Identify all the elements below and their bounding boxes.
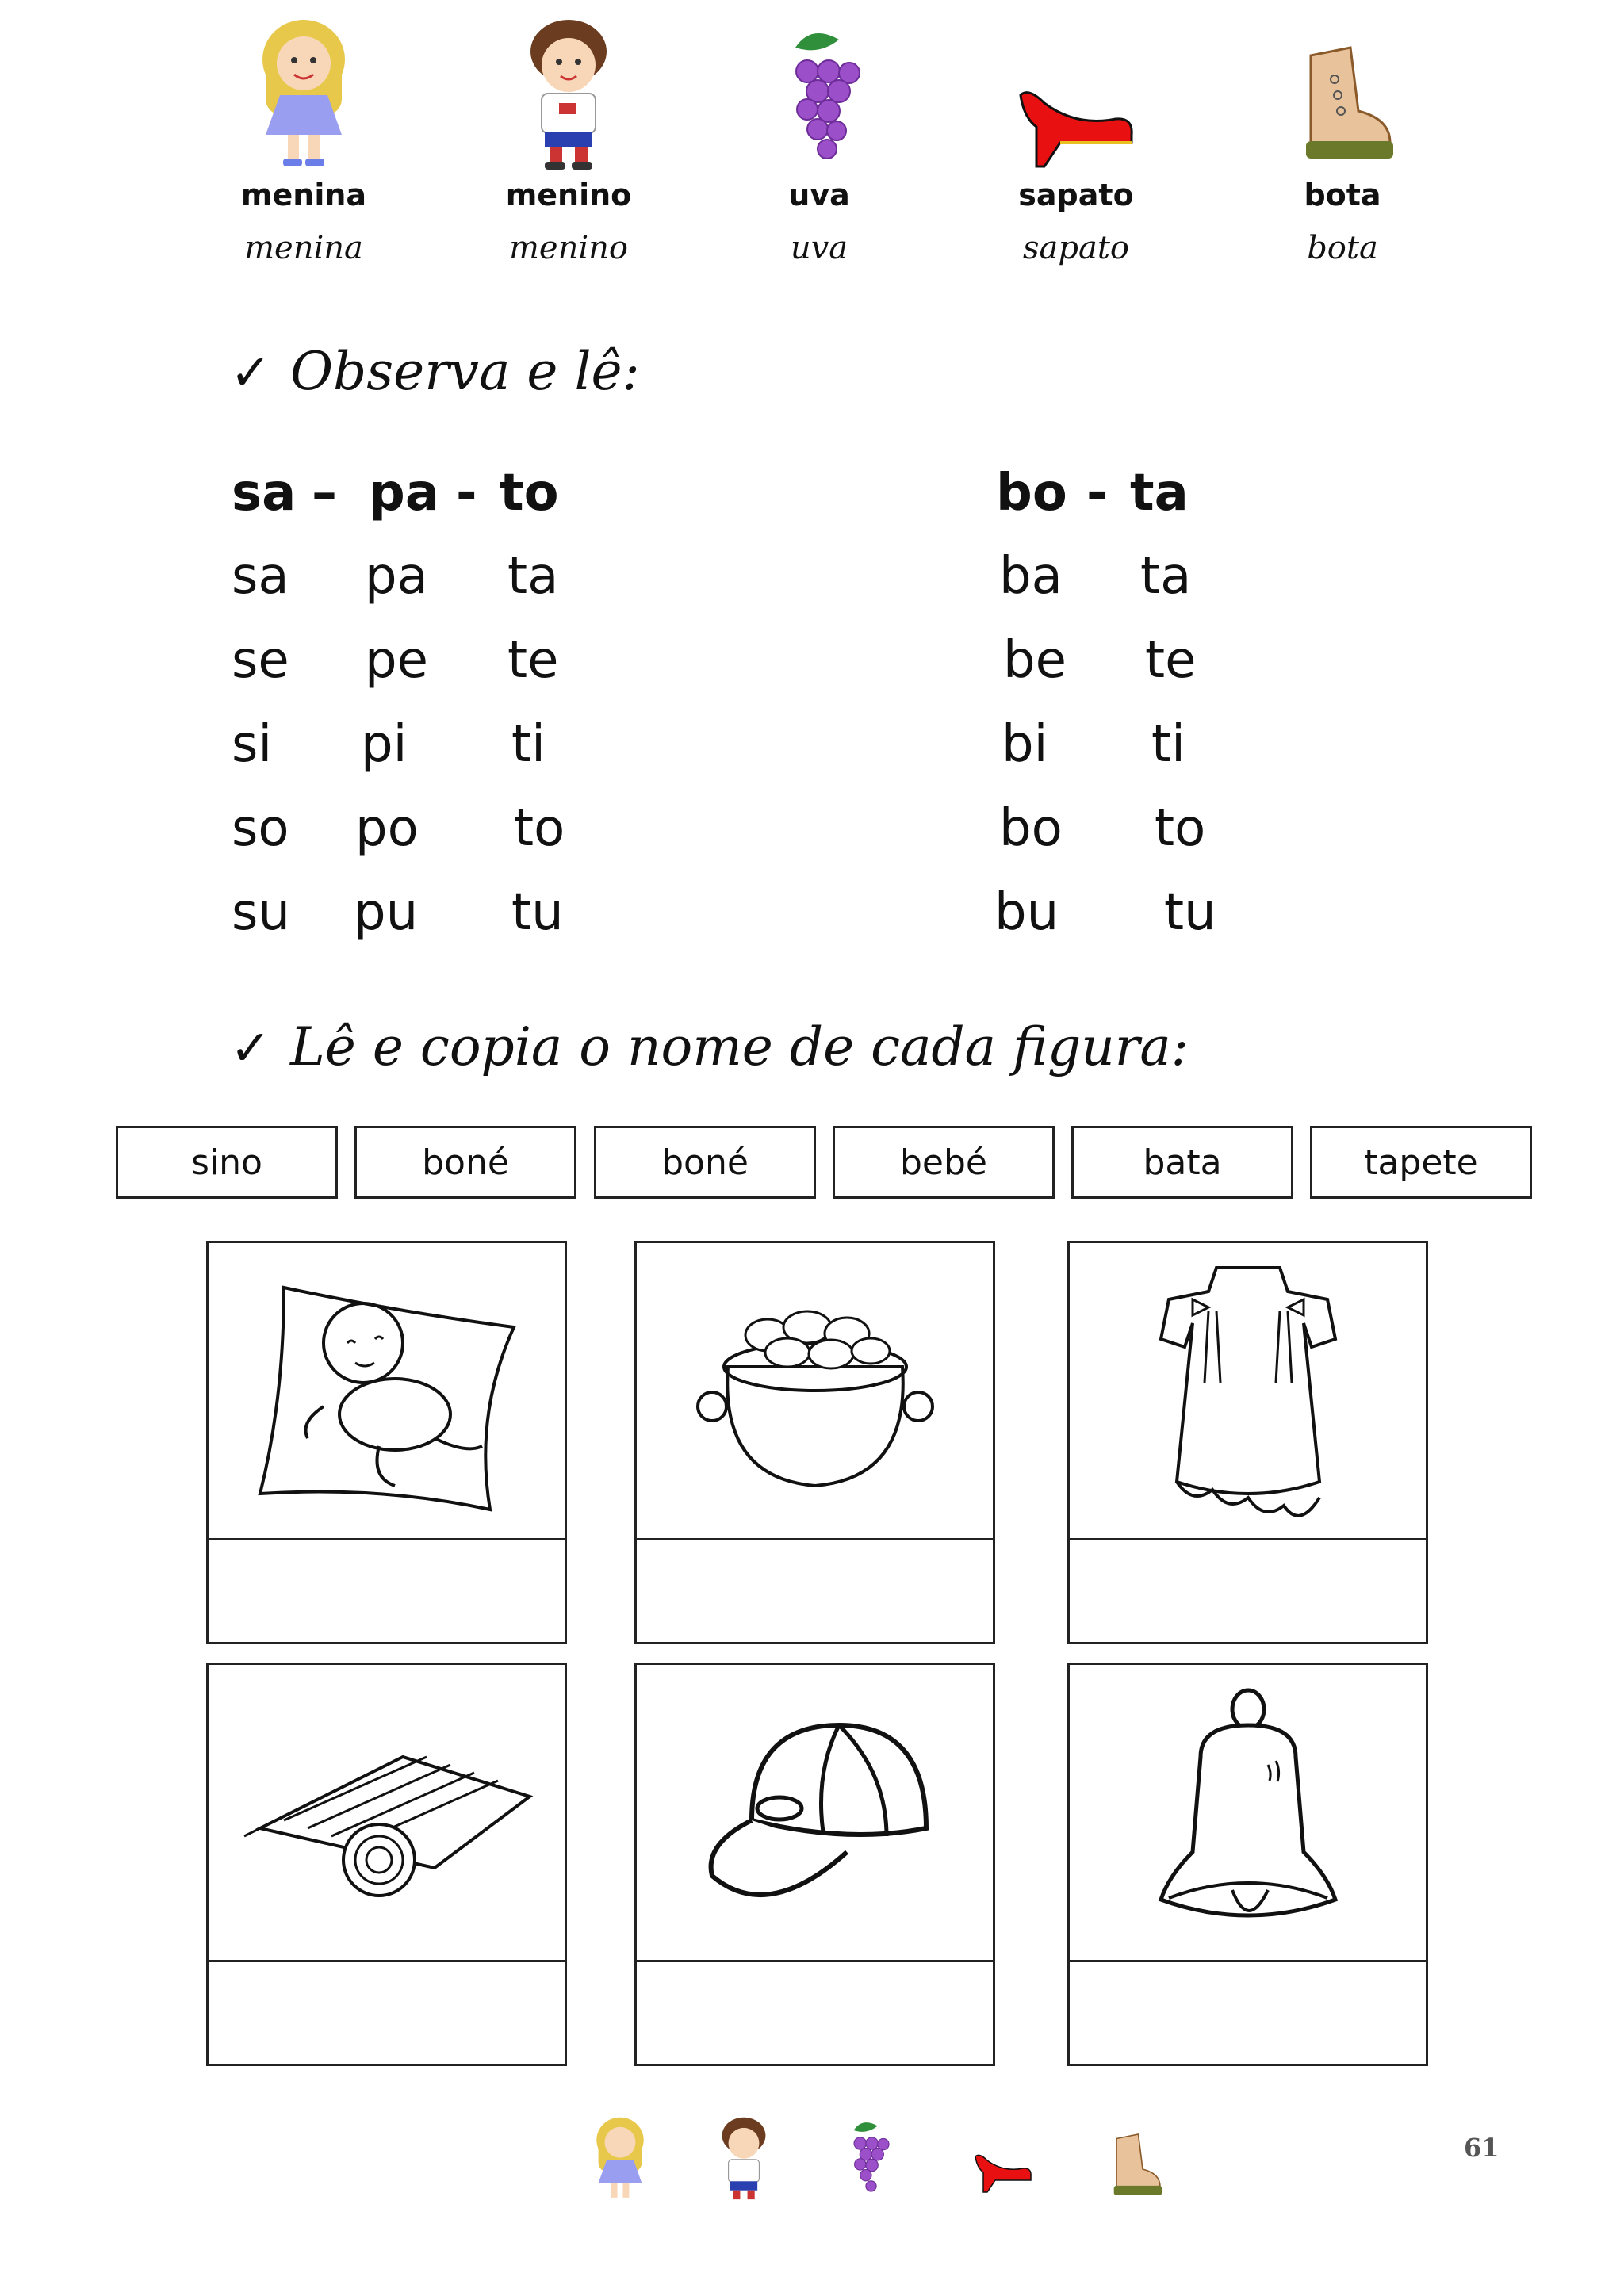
syllable: pi (361, 715, 408, 774)
syllable: so (232, 799, 289, 858)
check-icon: ✓ (230, 343, 271, 401)
picture-frame (637, 1665, 993, 1962)
syllable-separator: - (456, 464, 477, 522)
syllable: bu (994, 883, 1059, 942)
pot-icon (680, 1272, 950, 1510)
vocab-bota (1255, 16, 1430, 266)
syllable: to (1155, 799, 1206, 858)
syllable: pa (365, 547, 428, 606)
vocab-cursive: uva (790, 230, 848, 266)
cap-icon (688, 1693, 942, 1931)
boy-icon (712, 2113, 776, 2208)
syllable: ti (511, 715, 546, 774)
instruction-text: Observa e lê: (289, 341, 640, 402)
vocab-cursive: sapato (1023, 230, 1129, 266)
syllable-separator: - (1086, 464, 1108, 522)
picture-card-pot (634, 1241, 995, 1644)
word-box: sino (116, 1126, 338, 1199)
word-box: bebé (833, 1126, 1055, 1199)
answer-box[interactable] (1070, 1540, 1426, 1642)
instruction-copy (230, 1016, 1189, 1077)
grapes-icon (831, 2113, 902, 2200)
syllable: su (232, 883, 290, 942)
girl-icon (248, 16, 359, 174)
picture-frame (209, 1665, 565, 1962)
page-number: 61 (1464, 2133, 1500, 2163)
syllable: ta (508, 547, 559, 606)
syllable: tu (1164, 883, 1216, 942)
vocab-print: menina (240, 178, 367, 212)
vocab-print: uva (788, 178, 850, 212)
syllable: to (514, 799, 565, 858)
word-box: boné (354, 1126, 576, 1199)
shoe-icon (1013, 16, 1139, 174)
dress-icon (1129, 1252, 1367, 1529)
answer-box[interactable] (1070, 1962, 1426, 2064)
picture-card-rug (206, 1663, 567, 2066)
syllable: si (232, 715, 273, 774)
picture-card-cap (634, 1663, 995, 2066)
syllable-heading: ta (1130, 464, 1189, 522)
answer-box[interactable] (209, 1962, 565, 2064)
syllable: te (1145, 631, 1197, 690)
word-box: tapete (1310, 1126, 1532, 1199)
syllable-separator: – (312, 464, 337, 522)
syllable: ba (999, 547, 1063, 606)
syllable-heading: to (500, 464, 559, 522)
picture-card-baby (206, 1241, 567, 1644)
syllable: pu (354, 883, 419, 942)
shoe-icon (956, 2117, 1051, 2196)
vocab-uva (732, 16, 906, 266)
answer-box[interactable] (637, 1962, 993, 2064)
boot-icon (1098, 2117, 1170, 2204)
vocab-menino (481, 16, 656, 266)
rolled-rug-icon (228, 1709, 546, 1915)
instruction-observe (230, 341, 640, 402)
picture-frame (209, 1243, 565, 1540)
picture-card-bell (1067, 1663, 1428, 2066)
boy-icon (513, 16, 624, 174)
picture-frame (637, 1243, 993, 1540)
syllable: sa (232, 547, 289, 606)
vocab-cursive: menino (509, 230, 628, 266)
bell-icon (1129, 1678, 1367, 1947)
instruction-text: Lê e copia o nome de cada figura: (289, 1016, 1189, 1077)
vocab-cursive: bota (1307, 230, 1378, 266)
girl-icon (588, 2113, 652, 2208)
word-box: bata (1071, 1126, 1293, 1199)
syllable: bo (999, 799, 1063, 858)
vocab-print: sapato (1018, 178, 1134, 212)
syllable-heading: pa (369, 464, 439, 522)
syllable-heading: bo (996, 464, 1067, 522)
boot-icon (1287, 16, 1398, 174)
syllable: se (232, 631, 289, 690)
check-icon: ✓ (230, 1019, 271, 1077)
syllable: po (355, 799, 419, 858)
syllable: ta (1140, 547, 1192, 606)
syllable: pe (365, 631, 428, 690)
grapes-icon (764, 16, 875, 174)
vocab-print: menino (505, 178, 632, 212)
syllable: be (1003, 631, 1067, 690)
answer-box[interactable] (209, 1540, 565, 1642)
vocab-cursive: menina (244, 230, 363, 266)
syllable-heading: sa (232, 464, 297, 522)
answer-box[interactable] (637, 1540, 993, 1642)
vocab-menina (216, 16, 391, 266)
picture-frame (1070, 1243, 1426, 1540)
baby-icon (236, 1256, 538, 1525)
vocab-print: bota (1304, 178, 1381, 212)
picture-card-dress (1067, 1241, 1428, 1644)
syllable: ti (1151, 715, 1185, 774)
vocab-sapato (989, 16, 1163, 266)
syllable: bi (1002, 715, 1048, 774)
syllable: te (508, 631, 559, 690)
syllable: tu (511, 883, 564, 942)
picture-frame (1070, 1665, 1426, 1962)
word-box: boné (594, 1126, 816, 1199)
